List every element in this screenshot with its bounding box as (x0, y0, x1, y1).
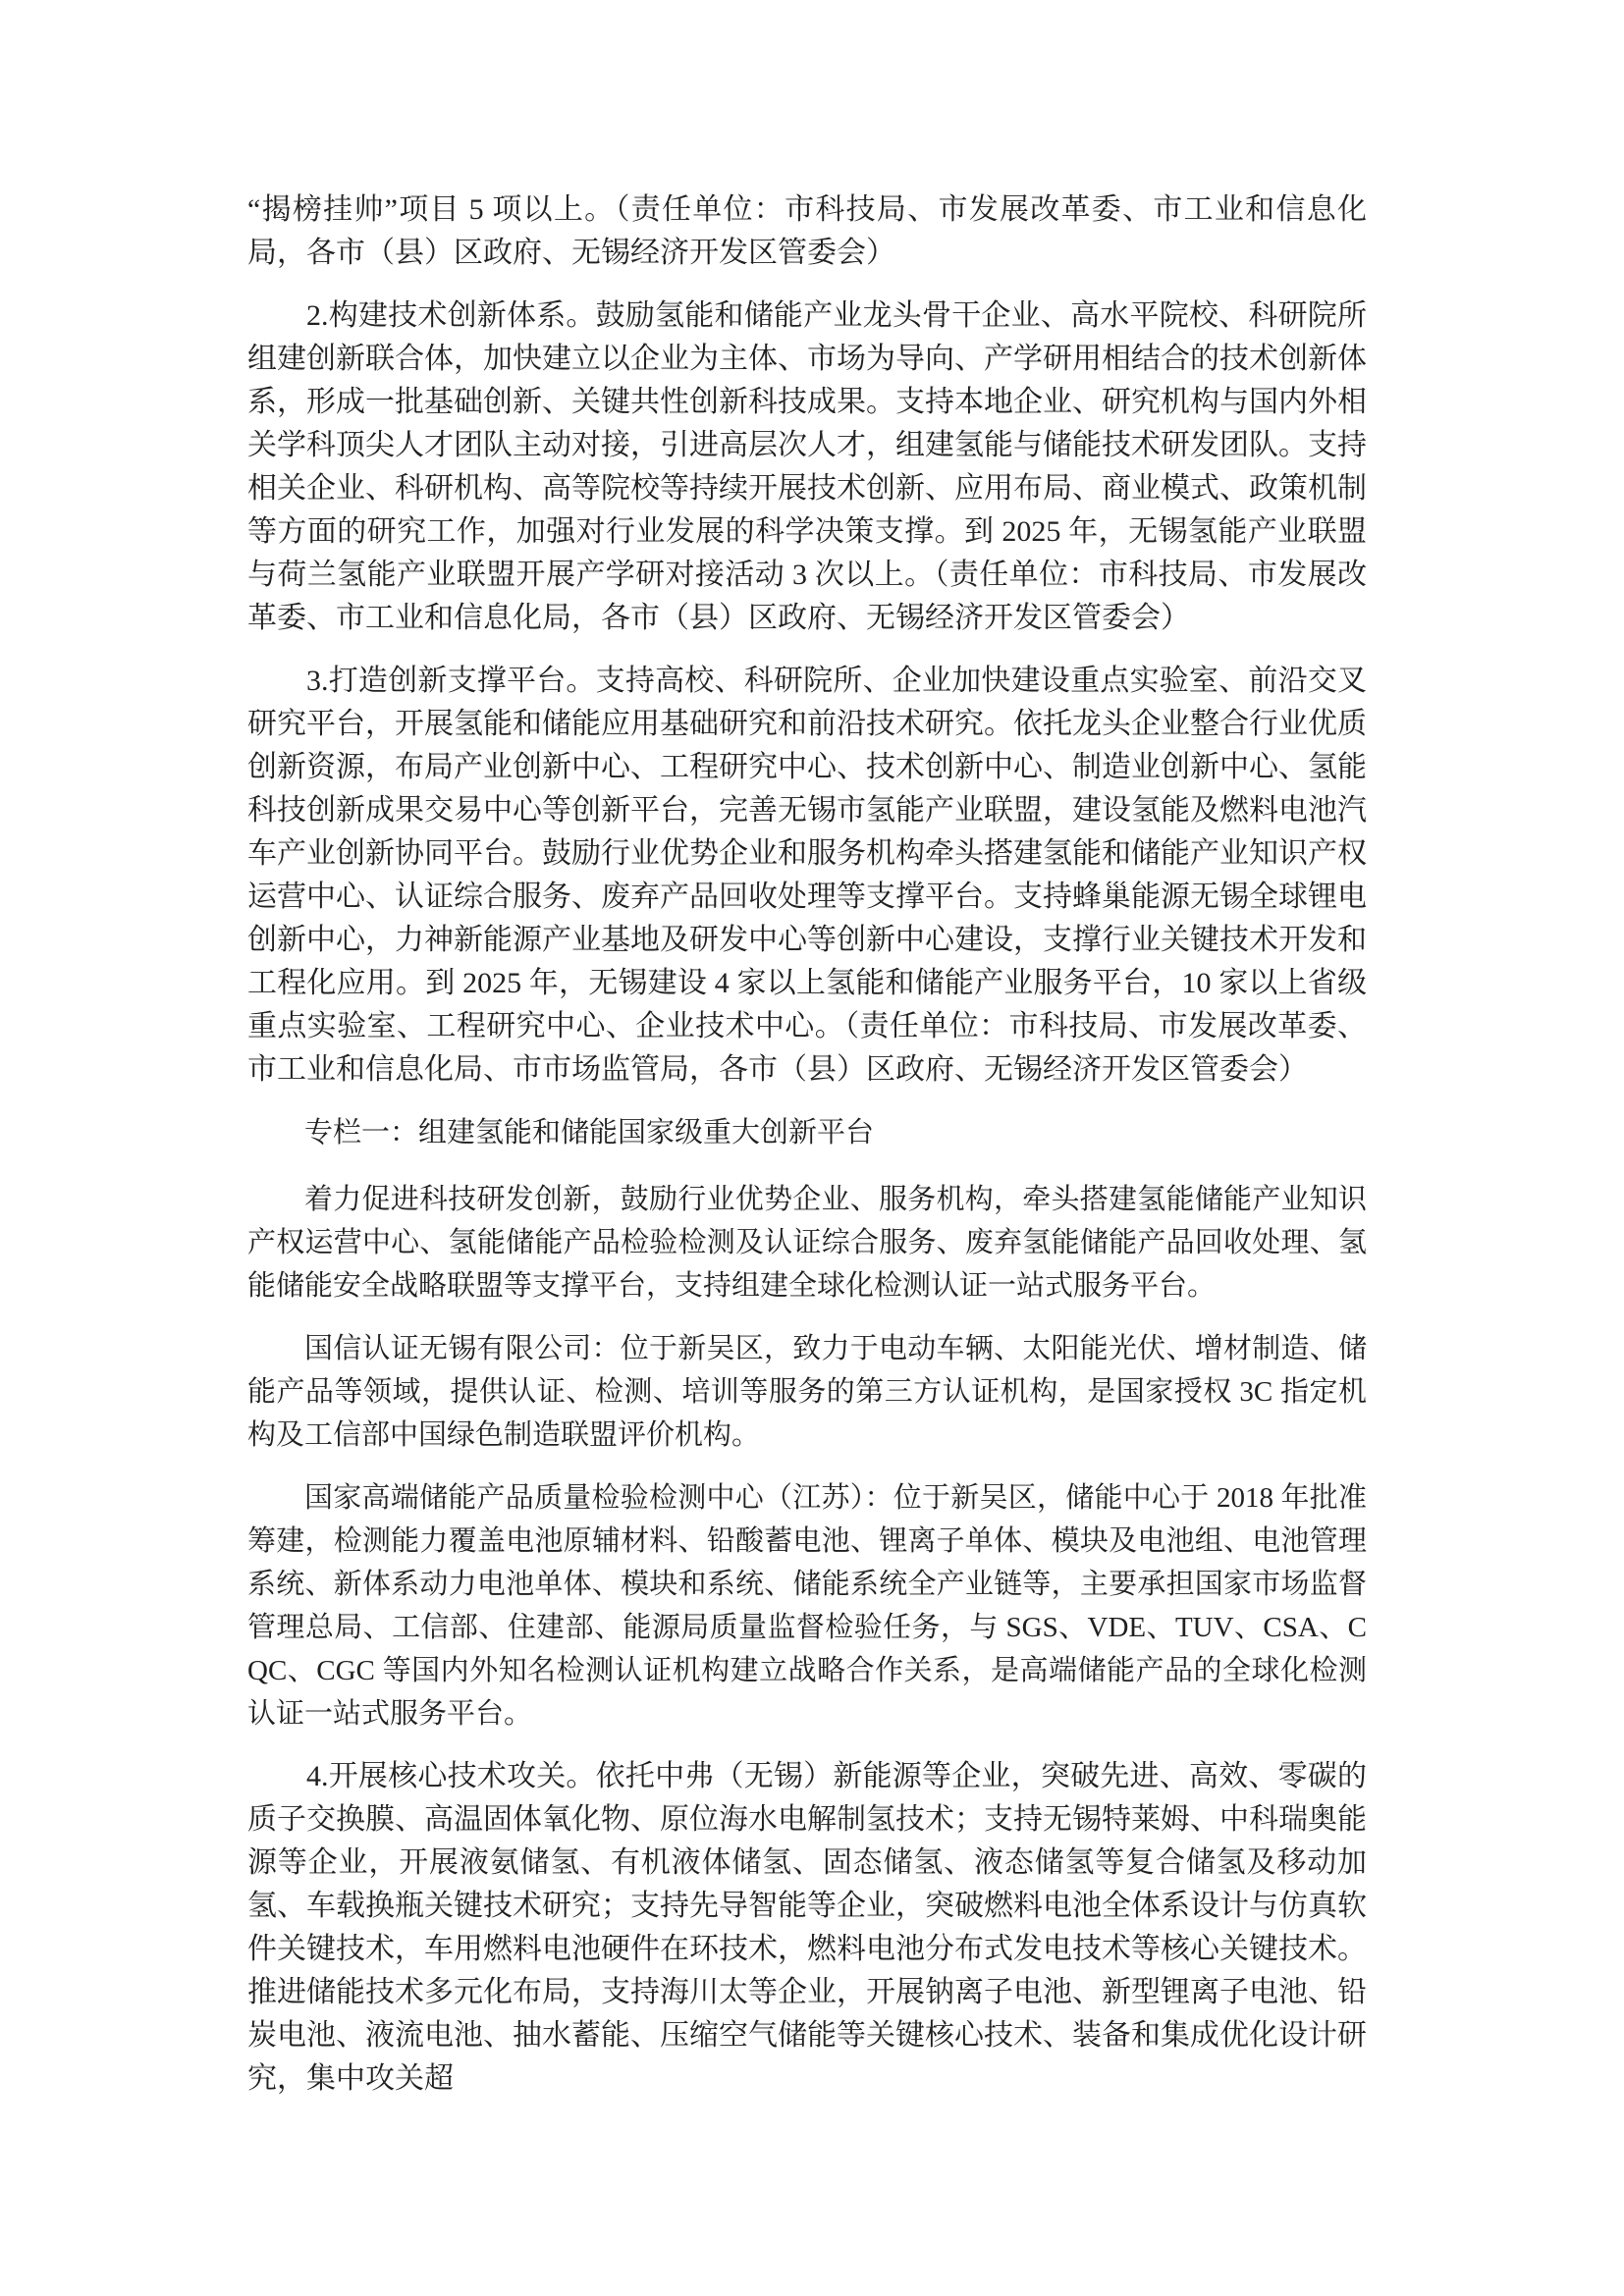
paragraph-item4-core-technology-research: 4.开展核心技术攻关。依托中弗（无锡）新能源等企业，突破先进、高效、零碳的质子交换膜、高温固体氧化物、原位海水电解制氢技术；支持无锡特莱姆、中科瑞奥能源等企业，开展液氨储氢、有机液体储氢、固态储氢、液态储氢等复合储氢及移动加氢、车载换瓶关键技术研究；支持先导智能等企业，突破燃料电池全体系设计与仿真软件关键技术，车用燃料电池硬件在环技术，燃料电池分布式发电技术等核心关键技术。推进储能技术多元化布局，支持海川太等企业，开展钠离子电池、新型锂离子电池、铅炭电池、液流电池、抽水蓄能、压缩空气储能等关键核心技术、装备和集成优化设计研究，集中攻关超 (247, 1760, 1367, 2095)
column-one-paragraph-guoxin-certification: 国信认证无锡有限公司：位于新吴区，致力于电动车辆、太阳能光伏、增材制造、储能产品等领域，提供认证、检测、培训等服务的第三方认证机构，是国家授权 3C 指定机构及工信部中国绿色制造联盟评价机构。 (247, 1333, 1367, 1451)
column-one-paragraph-overview: 着力促进科技研发创新，鼓励行业优势企业、服务机构，牵头搭建氢能储能产业知识产权运营中心、氢能储能产品检验检测及认证综合服务、废弃氢能储能产品回收处理、氢能储能安全战略联盟等支撑平台，支持组建全球化检测认证一站式服务平台。 (247, 1184, 1367, 1302)
paragraph-item3-innovation-support-platform: 3.打造创新支撑平台。支持高校、科研院所、企业加快建设重点实验室、前沿交叉研究平台，开展氢能和储能应用基础研究和前沿技术研究。依托龙头企业整合行业优质创新资源，布局产业创新中心、工程研究中心、技术创新中心、制造业创新中心、氢能科技创新成果交易中心等创新平台，完善无锡市氢能产业联盟，建设氢能及燃料电池汽车产业创新协同平台。鼓励行业优势企业和服务机构牵头搭建氢能和储能产业知识产权运营中心、认证综合服务、废弃产品回收处理等支撑平台。支持蜂巢能源无锡全球锂电创新中心，力神新能源产业基地及研发中心等创新中心建设，支撑行业关键技术开发和工程化应用。到 2025 年，无锡建设 4 家以上氢能和储能产业服务平台，10 家以上省级重点实验室、工程研究中心、企业技术中心。（责任单位：市科技局、市发展改革委、市工业和信息化局、市市场监管局，各市（县）区政府、无锡经济开发区管委会） (247, 665, 1367, 1086)
column-one-heading: 专栏一：组建氢能和储能国家级重大创新平台 (304, 1117, 875, 1148)
paragraph-intro-continuation: “揭榜挂帅”项目 5 项以上。（责任单位：市科技局、市发展改革委、市工业和信息化局，各市（县）区政府、无锡经济开发区管委会） (247, 193, 1367, 269)
paragraph-item2-tech-innovation-system: 2.构建技术创新体系。鼓励氢能和储能产业龙头骨干企业、高水平院校、科研院所组建创新联合体，加快建立以企业为主体、市场为导向、产学研用相结合的技术创新体系，形成一批基础创新、关键共性创新科技成果。支持本地企业、研究机构与国内外相关学科顶尖人才团队主动对接，引进高层次人才，组建氢能与储能技术研发团队。支持相关企业、科研机构、高等院校等持续开展技术创新、应用布局、商业模式、政策机制等方面的研究工作，加强对行业发展的科学决策支撑。到 2025 年，无锡氢能产业联盟与荷兰氢能产业联盟开展产学研对接活动 3 次以上。（责任单位：市科技局、市发展改革委、市工业和信息化局，各市（县）区政府、无锡经济开发区管委会） (247, 299, 1367, 634)
column-one-section (247, 1111, 1367, 1735)
document-content (247, 188, 1367, 2120)
column-one-paragraph-national-testing-center: 国家高端储能产品质量检验检测中心（江苏）：位于新吴区，储能中心于 2018 年批准筹建，检测能力覆盖电池原辅材料、铅酸蓄电池、锂离子单体、模块及电池组、电池管理系统、新体系动力电池单体、模块和系统、储能系统全产业链等，主要承担国家市场监督管理总局、工信部、住建部、能源局质量监督检验任务，与 SGS、VDE、TUV、CSA、CQC、CGC 等国内外知名检测认证机构建立战略合作关系，是高端储能产品的全球化检测认证一站式服务平台。 (247, 1482, 1367, 1730)
